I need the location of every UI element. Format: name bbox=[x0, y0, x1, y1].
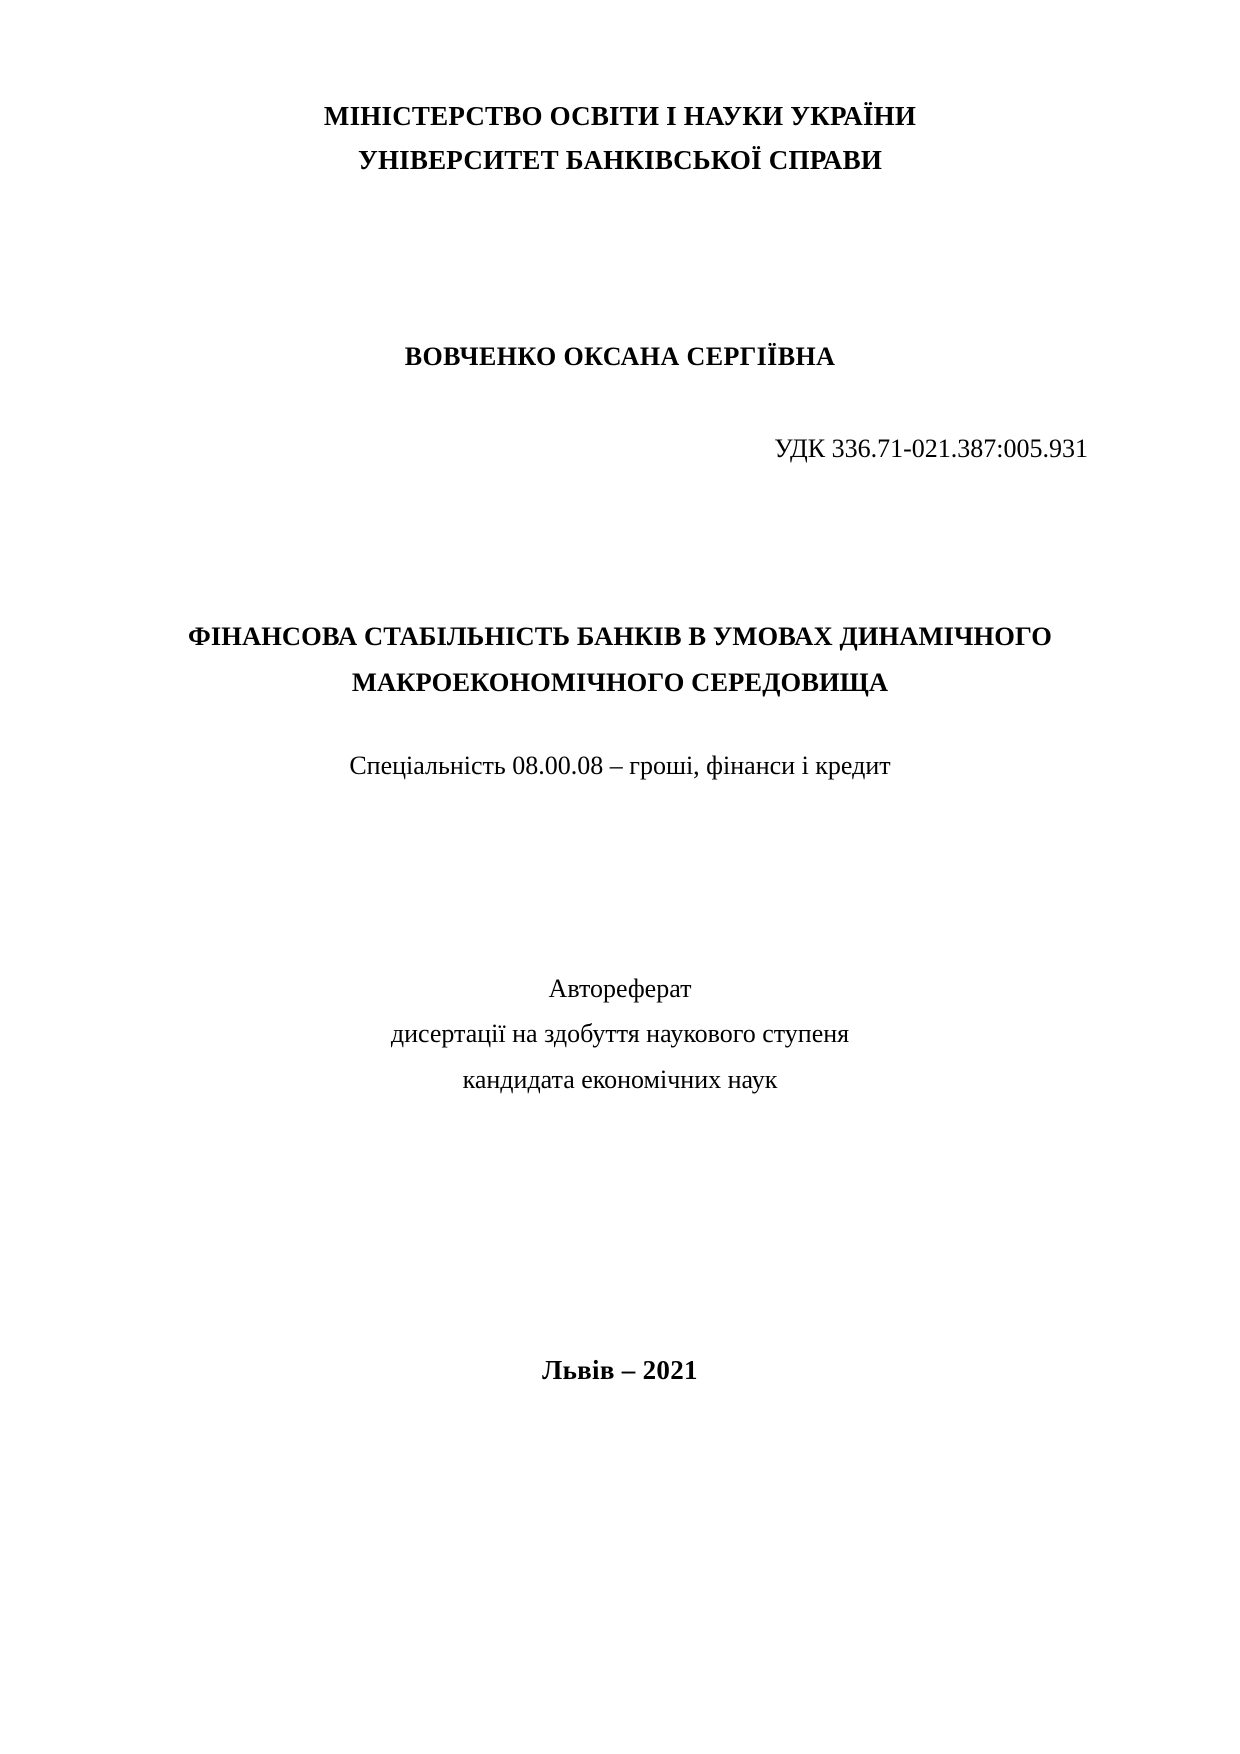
ministry-line-2: УНІВЕРСИТЕТ БАНКІВСЬКОЇ СПРАВИ bbox=[357, 144, 883, 175]
dissertation-title-block bbox=[150, 614, 1090, 705]
speciality-block bbox=[150, 751, 1090, 781]
udc-code: УДК 336.71-021.387:005.931 bbox=[774, 434, 1088, 464]
city-year-text: Львів – 2021 bbox=[542, 1355, 698, 1385]
author-name: ВОВЧЕНКО ОКСАНА СЕРГІЇВНА bbox=[404, 342, 836, 372]
author-block bbox=[150, 342, 1090, 372]
speciality-text: Спеціальність 08.00.08 – гроші, фінанси і кредит bbox=[349, 750, 891, 780]
title-page-content bbox=[150, 95, 1090, 1102]
document-type-line-1: Автореферат bbox=[548, 973, 692, 1003]
document-type-line-3: кандидата економічних наук bbox=[462, 1064, 778, 1094]
document-type-line-2: дисертації на здобуття наукового ступеня bbox=[390, 1019, 850, 1049]
document-type-block bbox=[150, 966, 1090, 1103]
ministry-block bbox=[150, 95, 1090, 182]
dissertation-title-line-2: МАКРОЕКОНОМІЧНОГО СЕРЕДОВИЩА bbox=[351, 667, 889, 698]
ministry-line-1: МІНІСТЕРСТВО ОСВІТИ І НАУКИ УКРАЇНИ bbox=[323, 101, 917, 131]
dissertation-title-line-1: ФІНАНСОВА СТАБІЛЬНІСТЬ БАНКІВ В УМОВАХ ДИНАМІЧНОГО bbox=[188, 621, 1052, 652]
city-year-block bbox=[150, 1355, 1090, 1386]
udc-block bbox=[150, 434, 1090, 464]
